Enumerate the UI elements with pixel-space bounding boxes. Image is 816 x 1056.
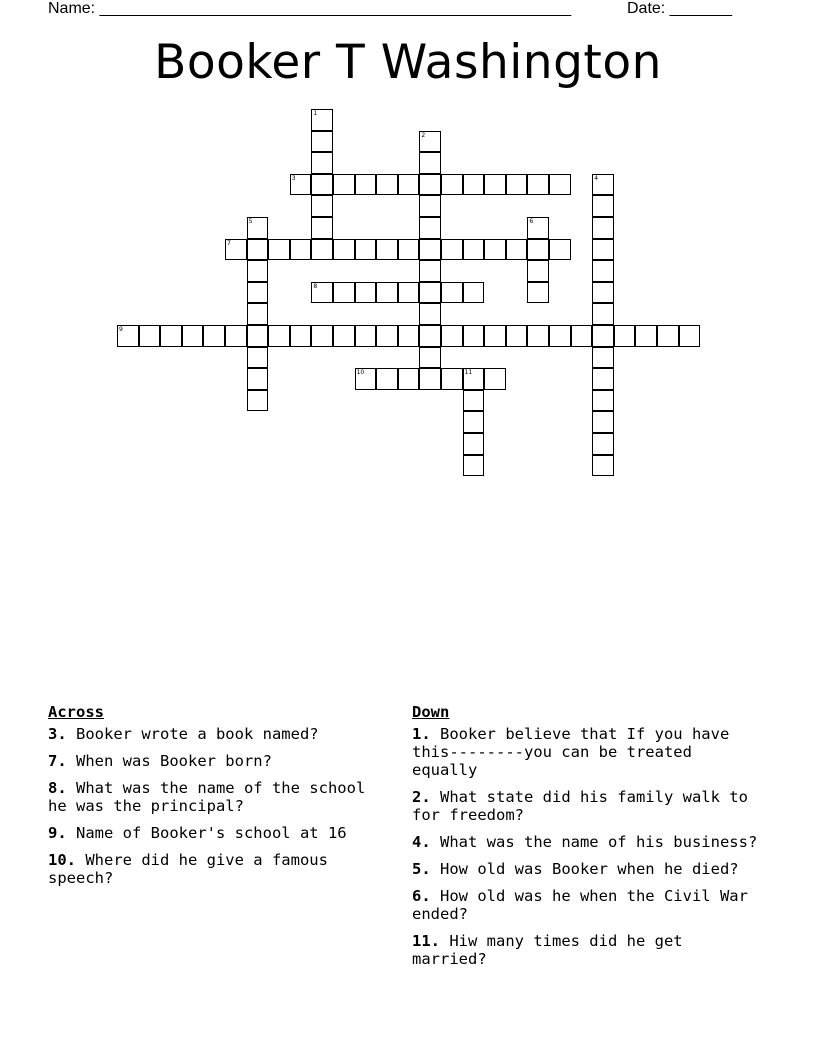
grid-cell[interactable] (484, 174, 506, 196)
clue-number: 2 (421, 131, 426, 139)
grid-cell[interactable] (527, 282, 549, 304)
grid-cell[interactable] (333, 239, 355, 261)
grid-cell[interactable] (441, 239, 463, 261)
grid-cell[interactable] (484, 239, 506, 261)
grid-cell[interactable] (527, 260, 549, 282)
page-title: Booker T Washington (154, 35, 662, 90)
grid-cell[interactable] (355, 239, 377, 261)
grid-cell[interactable] (290, 325, 312, 347)
grid-cell[interactable] (333, 174, 355, 196)
grid-cell[interactable] (247, 325, 269, 347)
clue-number: 4 (594, 174, 599, 182)
grid-cell[interactable] (592, 303, 614, 325)
grid-cell[interactable] (419, 368, 441, 390)
grid-cell[interactable] (463, 411, 485, 433)
grid-cell[interactable] (398, 239, 420, 261)
grid-cell[interactable] (484, 368, 506, 390)
down-clue-2: 2. What state did his family walk to for freedom? (412, 788, 748, 824)
grid-cell[interactable] (311, 152, 333, 174)
grid-cell[interactable] (398, 325, 420, 347)
grid-cell[interactable] (376, 325, 398, 347)
grid-cell[interactable] (463, 174, 485, 196)
grid-cell[interactable] (527, 325, 549, 347)
grid-cell[interactable] (247, 390, 269, 412)
grid-cell[interactable] (463, 368, 485, 390)
grid-cell[interactable] (506, 325, 528, 347)
grid-cell[interactable] (139, 325, 161, 347)
grid-cell[interactable] (355, 282, 377, 304)
across-clues (48, 703, 378, 896)
grid-cell[interactable] (117, 325, 139, 347)
grid-cell[interactable] (290, 239, 312, 261)
grid-cell[interactable] (592, 455, 614, 477)
grid-cell[interactable] (441, 282, 463, 304)
grid-cell[interactable] (419, 239, 441, 261)
grid-cell[interactable] (592, 195, 614, 217)
down-clue-11: 11. Hiw many times did he get married? (412, 932, 683, 968)
grid-cell[interactable] (247, 239, 269, 261)
down-clue-5: 5. How old was Booker when he died? (412, 860, 739, 878)
grid-cell[interactable] (355, 174, 377, 196)
across-heading: Across (48, 703, 104, 721)
grid-cell[interactable] (506, 239, 528, 261)
grid-cell[interactable] (592, 325, 614, 347)
across-clue-10: 10. Where did he give a famous speech? (48, 851, 328, 887)
grid-cell[interactable] (527, 174, 549, 196)
grid-cell[interactable] (549, 325, 571, 347)
grid-cell[interactable] (484, 325, 506, 347)
grid-cell[interactable] (311, 282, 333, 304)
grid-cell[interactable] (247, 217, 269, 239)
grid-cell[interactable] (203, 325, 225, 347)
grid-cell[interactable] (441, 174, 463, 196)
grid-cell[interactable] (333, 282, 355, 304)
grid-cell[interactable] (311, 217, 333, 239)
grid-cell[interactable] (441, 368, 463, 390)
across-clue-3: 3. Booker wrote a book named? (48, 725, 319, 743)
clue-number: 5 (248, 218, 253, 225)
grid-cell[interactable] (419, 303, 441, 325)
grid-cell[interactable] (376, 368, 398, 390)
grid-cell[interactable] (419, 347, 441, 369)
grid-cell[interactable] (549, 239, 571, 261)
grid-cell[interactable] (463, 325, 485, 347)
grid-cell[interactable] (247, 282, 269, 304)
grid-cell[interactable] (160, 325, 182, 347)
clue-number: 1 (313, 110, 318, 117)
grid-cell[interactable] (527, 217, 549, 239)
grid-cell[interactable] (311, 195, 333, 217)
grid-cell[interactable] (355, 325, 377, 347)
clue-number: 6 (529, 218, 534, 225)
clue-number: 3 (291, 174, 296, 182)
grid-cell[interactable] (311, 325, 333, 347)
clue-number: 10 (356, 369, 365, 377)
grid-cell[interactable] (614, 325, 636, 347)
grid-cell[interactable] (225, 239, 247, 261)
grid-cell[interactable] (571, 325, 593, 347)
grid-cell[interactable] (592, 217, 614, 239)
grid-cell[interactable] (333, 325, 355, 347)
clue-number: 8 (313, 282, 318, 290)
grid-cell[interactable] (463, 433, 485, 455)
grid-cell[interactable] (419, 260, 441, 282)
across-clue-9: 9. Name of Booker's school at 16 (48, 824, 347, 842)
grid-cell[interactable] (592, 239, 614, 261)
grid-cell[interactable] (592, 260, 614, 282)
grid-cell[interactable] (419, 152, 441, 174)
grid-cell[interactable] (419, 195, 441, 217)
across-clue-8: 8. What was the name of the school he was the principal? (48, 779, 366, 815)
date-field-line: Date: _______ (627, 0, 732, 17)
clue-number: 7 (227, 239, 231, 247)
down-clues (412, 703, 762, 977)
grid-cell[interactable] (549, 174, 571, 196)
name-field-line: Name: _____________________________________________________ (48, 0, 572, 17)
grid-cell[interactable] (419, 217, 441, 239)
grid-cell[interactable] (679, 325, 701, 347)
grid-cell[interactable] (592, 411, 614, 433)
grid-cell[interactable] (419, 282, 441, 304)
grid-cell[interactable] (419, 131, 441, 153)
grid-cell[interactable] (311, 174, 333, 196)
grid-cell[interactable] (311, 239, 333, 261)
grid-cell[interactable] (635, 325, 657, 347)
down-heading: Down (412, 703, 450, 721)
grid-cell[interactable] (268, 325, 290, 347)
grid-cell[interactable] (463, 282, 485, 304)
grid-cell[interactable] (398, 282, 420, 304)
grid-cell[interactable] (592, 347, 614, 369)
down-clue-4: 4. What was the name of his business? (412, 833, 758, 851)
grid-cell[interactable] (592, 433, 614, 455)
grid-cell[interactable] (592, 390, 614, 412)
grid-cell[interactable] (311, 109, 333, 131)
grid-cell[interactable] (463, 390, 485, 412)
grid-cell[interactable] (592, 174, 614, 196)
clue-number: 9 (119, 326, 123, 333)
grid-cell[interactable] (419, 325, 441, 347)
grid-cell[interactable] (376, 174, 398, 196)
grid-cell[interactable] (247, 347, 269, 369)
grid-cell[interactable] (527, 239, 549, 261)
across-clue-7: 7. When was Booker born? (48, 752, 272, 770)
grid-cell[interactable] (463, 455, 485, 477)
grid-cell[interactable] (225, 325, 247, 347)
grid-cell[interactable] (247, 260, 269, 282)
grid-cell[interactable] (355, 368, 377, 390)
grid-cell[interactable] (247, 303, 269, 325)
grid-cell[interactable] (182, 325, 204, 347)
grid-cell[interactable] (441, 325, 463, 347)
grid-cell[interactable] (657, 325, 679, 347)
grid-cell[interactable] (376, 282, 398, 304)
grid-cell[interactable] (506, 174, 528, 196)
clue-number: 11 (464, 369, 473, 377)
grid-cell[interactable] (311, 131, 333, 153)
grid-cell[interactable] (290, 174, 312, 196)
grid-cell[interactable] (376, 239, 398, 261)
grid-cell[interactable] (268, 239, 290, 261)
grid-cell[interactable] (398, 174, 420, 196)
down-clue-6: 6. How old was he when the Civil War ended? (412, 887, 748, 923)
grid-cell[interactable] (247, 368, 269, 390)
grid-cell[interactable] (419, 174, 441, 196)
grid-cell[interactable] (592, 368, 614, 390)
grid-cell[interactable] (398, 368, 420, 390)
grid-cell[interactable] (592, 282, 614, 304)
grid-cell[interactable] (463, 239, 485, 261)
down-clue-1: 1. Booker believe that If you have this--------you can be treated equally (412, 725, 730, 779)
